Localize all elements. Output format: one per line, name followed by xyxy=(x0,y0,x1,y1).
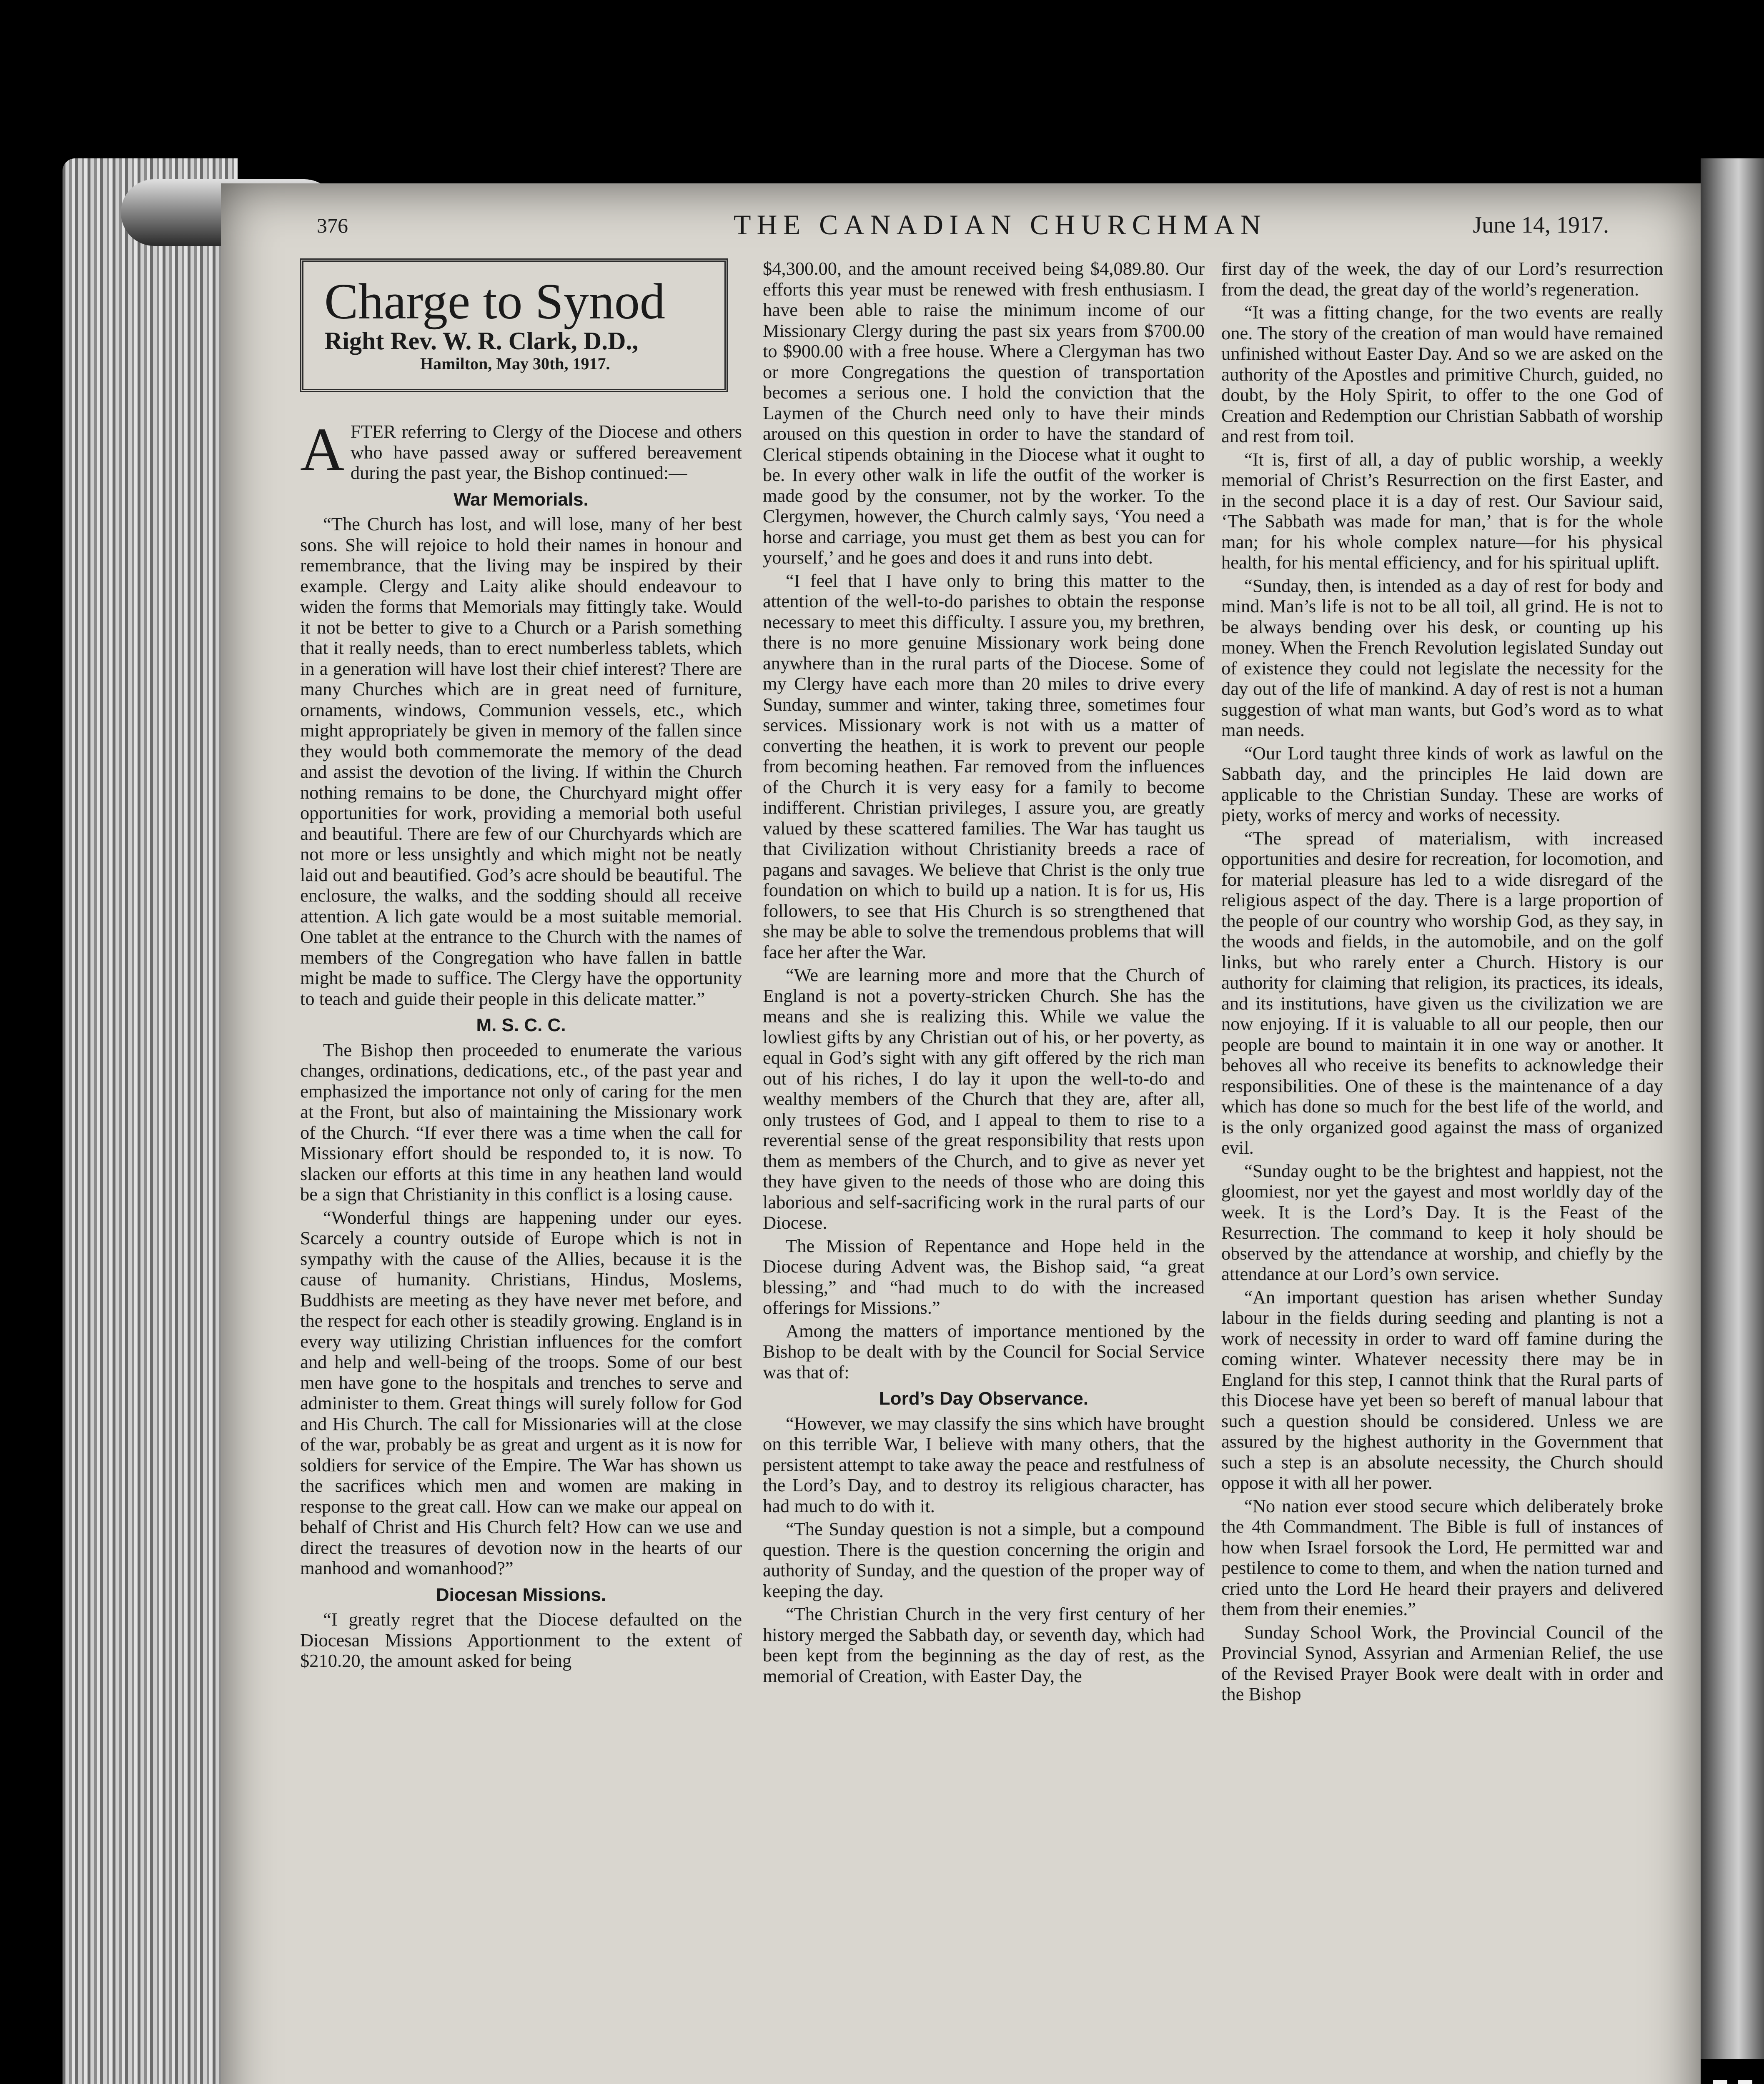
column-2 xyxy=(763,258,1205,2084)
paragraph: The Bishop then proceeded to enumerate the various changes, ordinations, dedications, etc., of the past year and emphasized the importance not only of caring for the men at the Front, but also of maintaining the Missionary work of the Church. “If ever there was a time when the call for Missionary effort should be responded to, it is now. To slacken our efforts at this time in any heathen land would be a sign that Christianity in this conflict is a losing cause. xyxy=(300,1039,742,1205)
paragraph: “I greatly regret that the Diocese defaulted on the Diocesan Missions Apportionment to the extent of $210.20, the amount asked for being xyxy=(300,1609,742,1671)
intro-paragraph: AFTER referring to Clergy of the Diocese and others who have passed away or suffered bereavement during the past year, the Bishop continued:— xyxy=(300,416,742,484)
book-page-edges xyxy=(63,158,238,2084)
journal-title: THE CANADIAN CHURCHMAN xyxy=(734,209,1267,240)
paragraph: “I feel that I have only to bring this matter to the attention of the well-to-do parishes to obtain the response necessary to meet this difficulty. I assure you, my brethren, there is no more genuine Missionary work being done anywhere than in the rural parts of the Diocese. Some of my Clergy have each more than 20 miles to drive every Sunday, summer and winter, taking three, sometimes four services. Missionary work is not with us a matter of converting the heathen, it is work to prevent our people from becoming heathen. Far removed from the influences of the Church it is very easy for a family to become indifferent. Christian privileges, I assure you, are greatly valued by these scattered families. The War has taught us that Civilization without Christianity breeds a race of pagans and savages. We believe that Christ is the only true foundation on which to build up a nation. It is for us, His followers, to see that His Church is so strengthened that she may be able to solve the tremendous problems that will face her after the War. xyxy=(763,570,1205,962)
article-author: Right Rev. W. R. Clark, D.D., xyxy=(324,327,639,355)
page-header xyxy=(317,208,1609,246)
paragraph: “It is, first of all, a day of public worship, a weekly memorial of Christ’s Resurrection on the first Easter, and in the second place it is a day of rest. Our Saviour said, ‘The Sabbath was made for man,’ that is for the whole man; for his whole complex nature—for his physical health, for his mental efficiency, and for his spiritual uplift. xyxy=(1221,448,1663,573)
paragraph: “Wonderful things are happening under our eyes. Scarcely a country outside of Europe which is not in sympathy with the cause of the Allies, because it is the cause of humanity. Christians, Hindus, Moslems, Buddhists are meeting as they have never met before, and the respect for each other is steadily growing. England is in every way utilizing Christian influences for the comfort and help and well-being of the troops. Some of our best men have gone to the hospitals and trenches to serve and administer to them. Great things will surely follow for God and His Church. The call for Missionaries will at the close of the war, probably be as great and urgent as it is now for soldiers for service of the Empire. The War has shown us the sacrifices which men and women are making in response to the great call. How can we make our appeal on behalf of Christ and His Church felt? How can we use and direct the treasures of devotion now in the hearts of our manhood and womanhood?” xyxy=(300,1207,742,1578)
facing-page-edge xyxy=(1701,158,1764,2059)
paragraph: “The spread of materialism, with increased opportunities and desire for recreation, for locomotion, and for material pleasure has led to a wide disregard of the religious aspect of the day. There is a large proportion of the people of our country who worship God, as they say, in the woods and fields, in the automobile, and on the golf links, but who rarely enter a Church. History is our authority for claiming that religion, its practices, its ideals, and its institutions, have given us the civilization we are now enjoying. If it is valuable to all our people, then our people are bound to maintain it in one way or another. It behoves all who receive its benefits to acknowledge their responsibilities. One of these is the maintenance of a day which has done so much for the best life of the world, and is the only organized good against the mass of organized evil. xyxy=(1221,827,1663,1158)
paragraph: “Sunday ought to be the brightest and happiest, not the gloomiest, nor yet the gayest and most worldly day of the week. It is the Lord’s Day. It is the Feast of the Resurrection. The command to keep it holy should be observed by the attendance at worship, and chiefly by the attendance at our Lord’s own service. xyxy=(1221,1160,1663,1284)
paragraph: “It was a fitting change, for the two events are really one. The story of the creation of man would have remained unfinished without Easter Day. And so we are asked on the authority of the Apostles and primitive Church, guided, no doubt, by the Holy Spirit, to offer to the one God of Creation and Redemption our Christian Sabbath of worship and rest from toil. xyxy=(1221,302,1663,446)
paragraph: “Sunday, then, is intended as a day of rest for body and mind. Man’s life is not to be all toil, all grind. He is not to be always bending over his desk, or counting up his money. When the French Revolution legislated Sunday out of existence they could not legislate the necessity for the day out of the life of mankind. A day of rest is not a human suggestion of what man wants, but God’s word as to what man needs. xyxy=(1221,575,1663,740)
paragraph: The Mission of Repentance and Hope held in the Diocese during Advent was, the Bishop said, “a great blessing,” and “had much to do with the increased offerings for Missions.” xyxy=(763,1235,1205,1318)
film-mark xyxy=(1713,2080,1727,2084)
section-heading: Diocesan Missions. xyxy=(436,1584,606,1605)
paragraph: “An important question has arisen whether Sunday labour in the fields during seeding and planting is not a work of necessity in order to ward off famine during the coming winter. Whatever necessity there may be in England for this step, I cannot think that the Rural parts of this Diocese have yet been so bereft of manual labour that such a question should be considered. Unless we are assured by the highest authority in the Government that such a step is an absolute necessity, the Church should oppose it with all her power. xyxy=(1221,1286,1663,1493)
section-heading: War Memorials. xyxy=(454,489,589,510)
paragraph: “The Sunday question is not a simple, but a compound question. There is the question concerning the origin and authority of Sunday, and the question of the proper way of keeping the day. xyxy=(763,1518,1205,1601)
film-mark xyxy=(1738,2080,1752,2084)
paragraph: first day of the week, the day of our Lord’s resurrection from the dead, the great day of the world’s regeneration. xyxy=(1221,258,1663,300)
paragraph: Among the matters of importance mentioned by the Bishop to be dealt with by the Council for Social Service was that of: xyxy=(763,1320,1205,1383)
section-heading: M. S. C. C. xyxy=(476,1015,566,1035)
article-title-box xyxy=(300,258,728,392)
paragraph: “Our Lord taught three kinds of work as lawful on the Sabbath day, and the principles He laid down are applicable to the Christian Sunday. These are works of piety, works of mercy and works of necessity. xyxy=(1221,742,1663,825)
article-title: Charge to Synod xyxy=(324,273,665,330)
paragraph: “The Church has lost, and will lose, many of her best sons. She will rejoice to hold their names in honour and remembrance, that the living may be inspired by their example. Clergy and Laity alike should endeavour to widen the forms that Memorials may fittingly take. Would it not be better to give to a Church or a Parish something that it really needs, than to erect numberless tablets, which in a generation will have lost their chief interest? There are many Churches which are in great need of furniture, ornaments, windows, Communion vessels, etc., which might appropriately be given in memory of the fallen since they would both commemorate the memory of the dead and assist the devotion of the living. If within the Church nothing remains to be done, the Churchyard might offer opportunities for work, providing a memorial both useful and beautiful. There are few of our Churchyards which are not more or less unsightly and which might not be neatly laid out and beautified. God’s acre should be beautiful. The enclosure, the walks, and the sodding should all receive attention. A lich gate would be a most suitable memorial. One tablet at the entrance to the Church with the names of members of the Congregation who have fallen in battle might be made to suffice. The Clergy have the opportunity to teach and guide their people in this delicate matter.” xyxy=(300,513,742,1009)
column-1 xyxy=(300,258,742,2084)
column-3 xyxy=(1221,258,1663,2084)
page-number: 376 xyxy=(317,214,348,237)
section-heading: Lord’s Day Observance. xyxy=(879,1388,1089,1409)
drop-cap: A xyxy=(300,416,345,484)
paragraph: “No nation ever stood secure which deliberately broke the 4th Commandment. The Bible is full of instances of how when Israel forsook the Lord, He permitted war and pestilence to come to them, and when the nation turned and cried unto the Lord He heard their prayers and delivered them from their enemies.” xyxy=(1221,1495,1663,1619)
paragraph: “We are learning more and more that the Church of England is not a poverty-stricken Church. She has the means and she is realizing this. While we value the lowliest gifts by any Christian out of his, or her poverty, as equal in God’s sight with any gift offered by the rich man out of his riches, I do lay it upon the well-to-do and wealthy members of the Church that they are, after all, only trustees of God, and I appeal to them to rise to a reverential sense of the great responsibility that rests upon them as members of the Church, and to give as never yet they have given to the needs of those who are doing this laborious and self-sacrificing work in the rural parts of our Diocese. xyxy=(763,964,1205,1233)
paragraph: “The Christian Church in the very first century of her history merged the Sabbath day, or seventh day, which had been kept from the beginning as the day of rest, as the memorial of Creation, with Easter Day, the xyxy=(763,1603,1205,1686)
paragraph: Sunday School Work, the Provincial Council of the Provincial Synod, Assyrian and Armenian Relief, the use of the Revised Prayer Book were dealt with in order and the Bishop xyxy=(1221,1621,1663,1704)
paragraph: “However, we may classify the sins which have brought on this terrible War, I believe with many others, that the persistent attempt to take away the peace and restfulness of the Lord’s Day, and to destroy its religious character, has had much to do with it. xyxy=(763,1413,1205,1516)
article-place-date: Hamilton, May 30th, 1917. xyxy=(420,354,610,373)
issue-date: June 14, 1917. xyxy=(1473,212,1609,238)
paragraph: $4,300.00, and the amount received being $4,089.80. Our efforts this year must be renewed with fresh enthusiasm. I have been able to raise the minimum income of our Missionary Clergy during the past six years from $700.00 to $900.00 with a free house. Where a Clergyman has two or more Congregations the question of transportation becomes a serious one. I hold the conviction that the Laymen of the Church need only to have their minds aroused on this question in order to have the standard of Clerical stipends obtaining in the Diocese what it ought to be. In every other walk in life the outfit of the worker is made good by the consumer, not by the worker. To the Clergymen, however, the Church calmly says, ‘You need a horse and carriage, you must get them as best you can for yourself,’ and he goes and does it and runs into debt. xyxy=(763,258,1205,568)
